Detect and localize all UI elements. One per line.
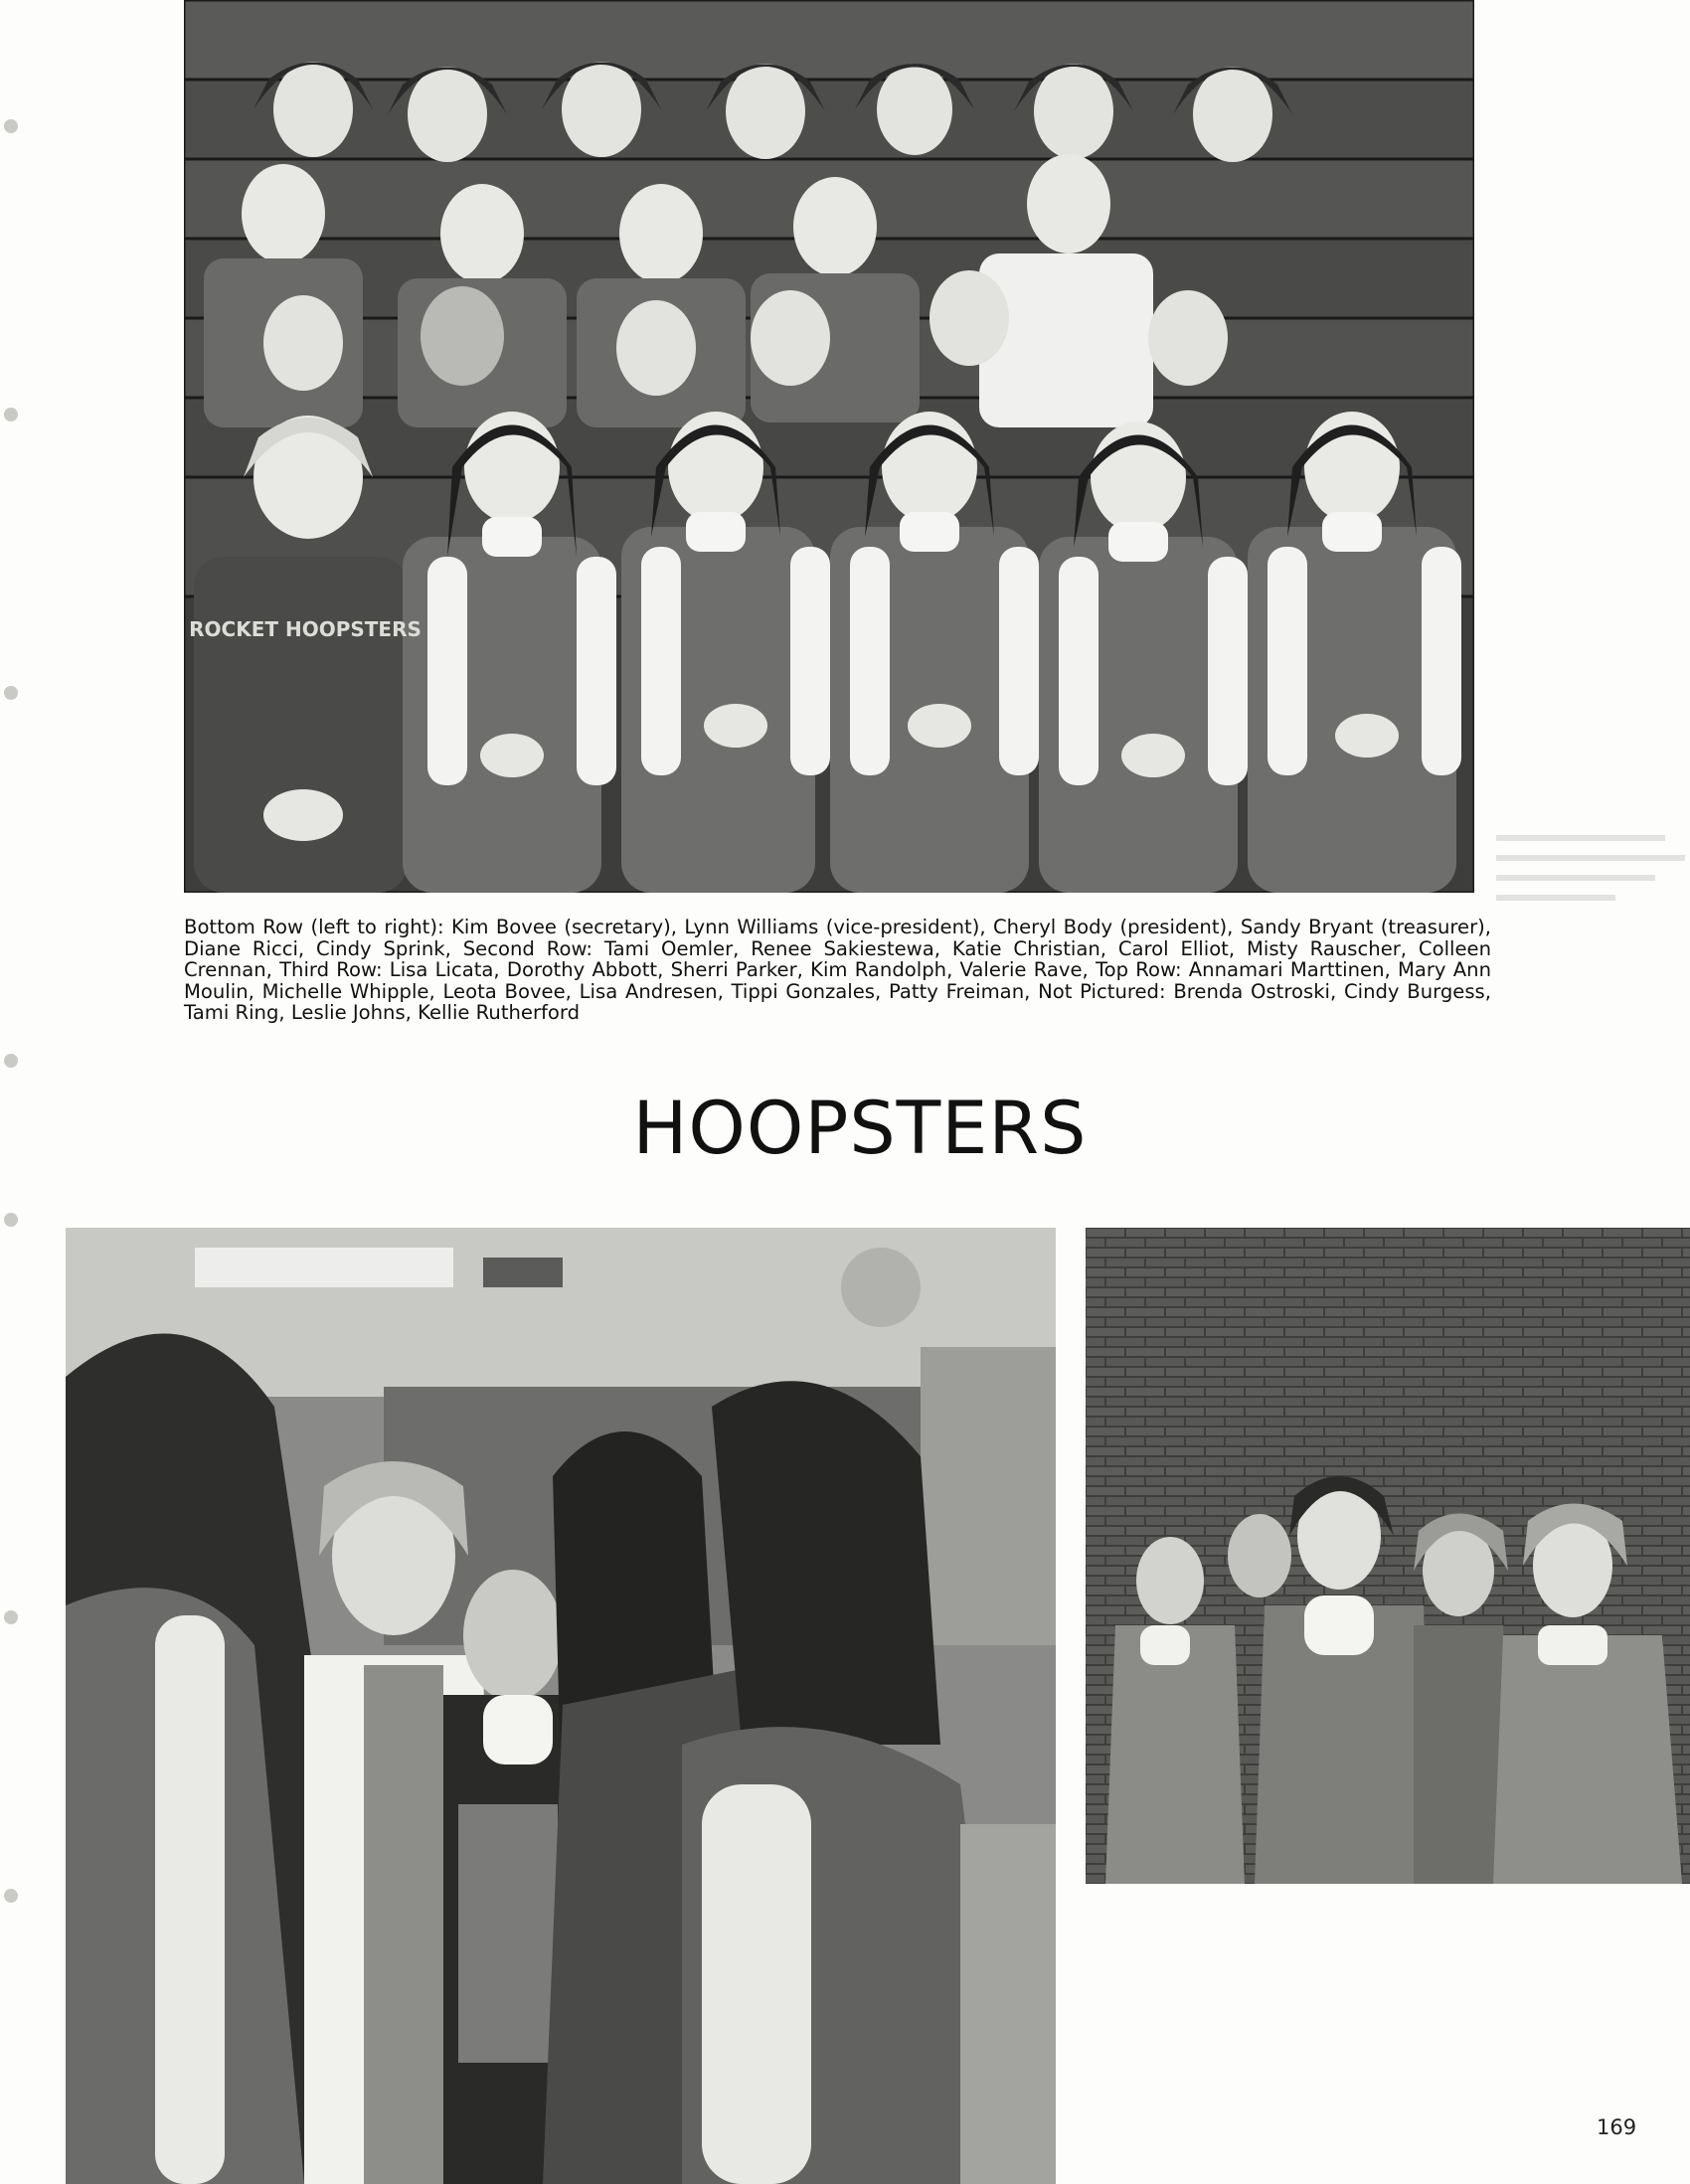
group-photo-image (184, 0, 1474, 893)
shirt-text: ROCKET HOOPSTERS (189, 617, 422, 641)
binding-hole (4, 1213, 18, 1227)
binding-hole (4, 408, 18, 421)
outdoor-photo-image (1086, 1228, 1690, 1884)
group-photo (184, 0, 1474, 893)
binding-hole (4, 686, 18, 700)
binding-hole (4, 1889, 18, 1903)
binding-hole (4, 119, 18, 133)
hallway-photo (66, 1228, 1056, 2184)
bleed-through-text (1486, 827, 1690, 917)
binding-hole (4, 1610, 18, 1624)
page-number: 169 (1597, 2115, 1637, 2139)
hallway-photo-image (66, 1228, 1056, 2184)
binding-hole (4, 1054, 18, 1068)
outdoor-photo (1086, 1228, 1690, 1884)
page-title: HOOPSTERS (632, 1087, 1088, 1171)
bleed-through-marks (1486, 827, 1690, 917)
group-photo-caption: Bottom Row (left to right): Kim Bovee (secretary), Lynn Williams (vice-president), Cheryl Body (president), Sandy Bryant (treasurer), Diane Ricci, Cindy Sprink, Second Row: Tami Oemler, Renee Sakiestewa, Katie Christian, Carol Elliot, Misty Rauscher, Colleen Crennan, Third Row: Lisa Licata, Dorothy Abbott, Sherri Parker, Kim Randolph, Valerie Rave, Top Row: Annamari Marttinen, Mary Ann Moulin, Michelle Whipple, Leota Bovee, Lisa Andresen, Tippi Gonzales, Patty Freiman, Not Pictured: Brenda Ostroski, Cindy Burgess, Tami Ring, Leslie Johns, Kellie Rutherford (184, 916, 1491, 1025)
